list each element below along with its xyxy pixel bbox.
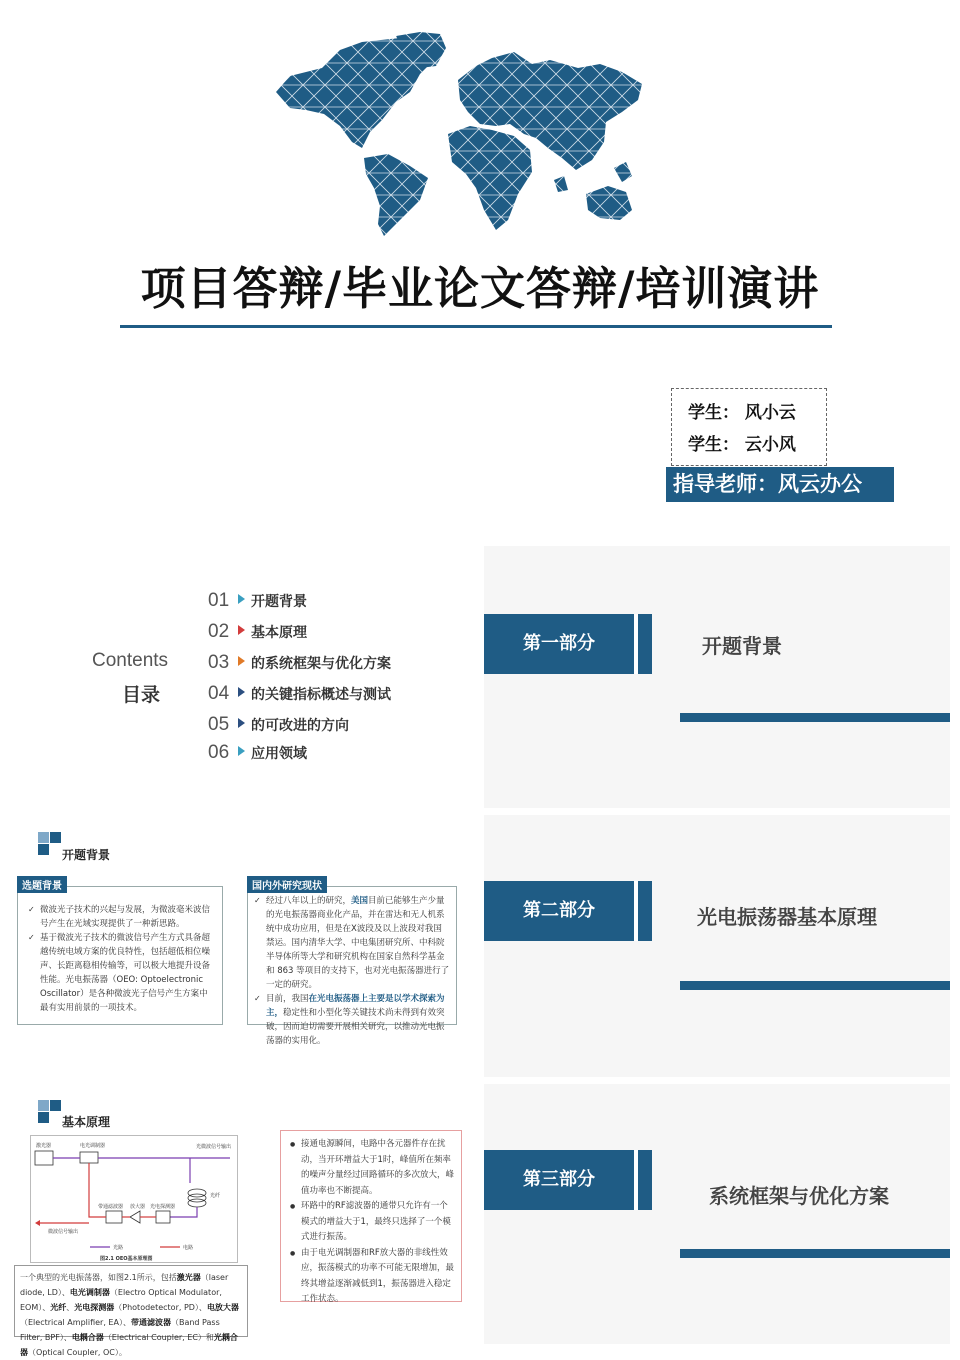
oeo-description [14,1265,248,1357]
toc-item[interactable] [208,683,391,709]
section-label: 第一部分 [523,633,595,654]
text-run: 目前，我国 [266,994,309,1004]
toc-label: 的关键指标概述与测试 [251,687,391,703]
toc-number: 02 [208,621,230,642]
text-run: 目前已能够生产少量的光电振荡器商业化产品，并在雷达和无人机系统中成功应用，但是在X波段及以上波段对我国禁运。国内清华大学、中电集团研究所、中科院半导体所等大学和研究机构在国家自然科学基金和 863 等项目的支持下，也对光电振荡器进行了一定的研究。 [266,896,450,990]
list-item: ● 由于电光调制器和RF放大器的非线性效应，振荡模式的功率不可能无限增加，最终其增益逐渐减低到1，振荡器进入稳定工作状态。 [289,1246,455,1308]
photodetector-label: 光电探测器 [150,1204,176,1210]
arrow-right-icon [238,718,245,728]
slide-heading: 开题背景 [62,848,111,862]
desc-text: （Band Pass Filter, BPF）、 [20,1318,220,1342]
section-slide-2 [484,815,950,1077]
highlight-text: 美国 [351,896,369,906]
advisor-label: 指导老师：风云办公 [666,467,894,502]
list-item: ✓ 基于微波光子技术的微波信号产生方式具备超越传统电域方案的优良特性，包括超低相位噪声、长距离稳相传输等，可以极大地提升设备性能。光电振荡器（OEO: Optoelectronic Oscillator）是各种微波光子信号产生方案中最有实用前景的一项技术。 [28,931,212,1015]
diagram-frame [31,1136,238,1263]
section-slide-3 [484,1084,950,1344]
arrow-right-icon [238,625,245,635]
diagram-caption: 图2.1 OEO基本原理图 [100,1256,153,1262]
section-underline [680,981,950,990]
band-divider [634,614,638,674]
logo-square [38,832,49,843]
toc-number: 03 [208,652,230,673]
section-slide-1 [484,546,950,808]
logo-square [38,844,49,855]
research-status-panel [247,881,457,1046]
bullet-list [248,887,456,1048]
modulator-box [80,1152,98,1163]
desc-text: （laser diode, LD）、 [20,1273,229,1297]
toc-item[interactable] [208,742,307,768]
island-shape [554,176,568,192]
logo-square [38,1112,49,1123]
desc-term: 电放大器 [206,1303,239,1312]
desc-text: （Electrical Amplifier, EA）、 [20,1318,131,1327]
arrow-right-icon [238,687,245,697]
section-band [484,881,652,941]
desc-text: 、 [66,1303,75,1312]
toc-label: 的系统框架与优化方案 [251,656,391,672]
desc-text: （Electrical Coupler, EC）和 [103,1333,214,1342]
bullet-list [281,1131,461,1308]
student-name: 学生： 风小云 [688,403,796,423]
section-label: 第二部分 [523,900,595,921]
band-divider [634,881,638,941]
list-item [254,992,450,1048]
panel-tag: 国内外研究现状 [247,876,327,893]
section-title: 系统框架与优化方案 [709,1184,889,1208]
desc-term: 电耦合器 [71,1333,104,1342]
main-title: 项目答辩/毕业论文答辩/培训演讲 [140,262,820,315]
toc-item[interactable] [208,621,307,647]
section-title: 开题背景 [702,634,782,658]
contents-heading-en: Contents [92,650,169,671]
desc-text: （Photodetector, PD）、 [114,1303,207,1312]
text-run: 经过八年以上的研究， [266,896,352,906]
logo-square [38,1100,49,1111]
students-box [671,388,827,466]
section-title: 光电振荡器基本原理 [697,905,877,929]
title-underline [120,325,832,328]
south-america-shape [364,154,428,236]
amplifier-label: 放大器 [130,1204,146,1210]
toc-label: 基本原理 [251,625,307,641]
arrow-right-icon [238,656,245,666]
desc-term: 激光器 [176,1273,201,1282]
arrow-right-icon [238,746,245,756]
list-item: ● 接通电源瞬间，电路中各元器件存在扰动，当开环增益大于1时，峰值所在频率的噪声分量经过回路循环的多次放大，峰值功率也不断提高。 [289,1137,455,1199]
desc-term: 电光调制器 [69,1288,110,1297]
band-divider [634,1150,638,1210]
laser-label: 激光器 [36,1143,52,1149]
section-label: 第三部分 [523,1169,595,1190]
toc-item[interactable] [208,590,307,616]
list-item: ✓ 微波光子技术的兴起与发展，为微波毫米波信号产生在光域实现提供了一种新思路。 [28,903,212,931]
modulator-label: 电光调制器 [80,1143,106,1149]
section-band [484,614,652,674]
topic-background-panel [17,881,223,1025]
bpf-label: 带通滤波器 [98,1204,124,1210]
toc-number: 05 [208,714,230,735]
slide-heading: 基本原理 [62,1115,111,1129]
toc-label: 的可改进的方向 [251,718,349,734]
bpf-box [106,1211,122,1223]
world-map-graphic [270,30,650,250]
toc-number: 06 [208,742,230,763]
panel-tag: 选题背景 [17,876,67,893]
rf-output-label: 微波信号输出 [48,1229,79,1235]
logo-square [50,1100,61,1111]
oscillation-process-panel [280,1130,462,1302]
toc-item[interactable] [208,714,349,740]
island-shape [614,162,632,182]
toc-label: 应用领域 [251,746,307,762]
legend-optical-label: 光路 [113,1245,124,1251]
highlight-text: 在光电振荡器上主要是以学术探索为主， [266,994,445,1018]
desc-text: （Electro Optical Modulator, EOM）、 [20,1288,222,1312]
laser-box [35,1151,53,1165]
bullet-list [18,887,222,1015]
arrow-right-icon [238,594,245,604]
text-run: 稳定性和小型化等关键技术尚未得到有效突破，因而迫切需要开展相关研究，以推动光电振荡器的实用化。 [266,1008,445,1046]
section-underline [680,1249,950,1258]
list-item [254,894,450,992]
contents-heading-cn: 目录 [122,684,161,706]
fiber-label: 光纤 [210,1193,221,1199]
desc-term: 光耦合器 [20,1333,238,1357]
legend-electrical-label: 电路 [183,1245,194,1251]
toc-label: 开题背景 [251,594,307,610]
toc-number: 01 [208,590,230,611]
toc-number: 04 [208,683,230,704]
photodetector-box [156,1211,170,1223]
australia-shape [586,186,632,220]
africa-shape [448,126,532,230]
desc-text: （Optical Coupler, OC）。 [28,1348,127,1357]
logo-square [50,832,61,843]
oeo-diagram [30,1135,238,1263]
section-band [484,1150,652,1210]
desc-term: 带通滤波器 [130,1318,171,1327]
slide-logo-icon [38,1100,62,1124]
list-item: ● 环路中的RF滤波器的通带只允许有一个模式的增益大于1，最终只选择了一个模式进行振荡。 [289,1199,455,1246]
toc-item[interactable] [208,652,391,678]
desc-term: 光电探测器 [74,1303,115,1312]
student-name: 学生： 云小风 [688,435,796,455]
section-underline [680,713,950,722]
optical-output-label: 光微波信号输出 [196,1144,232,1150]
desc-term: 光纤 [50,1303,67,1312]
slide-logo-icon [38,832,62,856]
desc-text: 一个典型的光电振荡器，如图2.1所示，包括 [20,1273,177,1282]
